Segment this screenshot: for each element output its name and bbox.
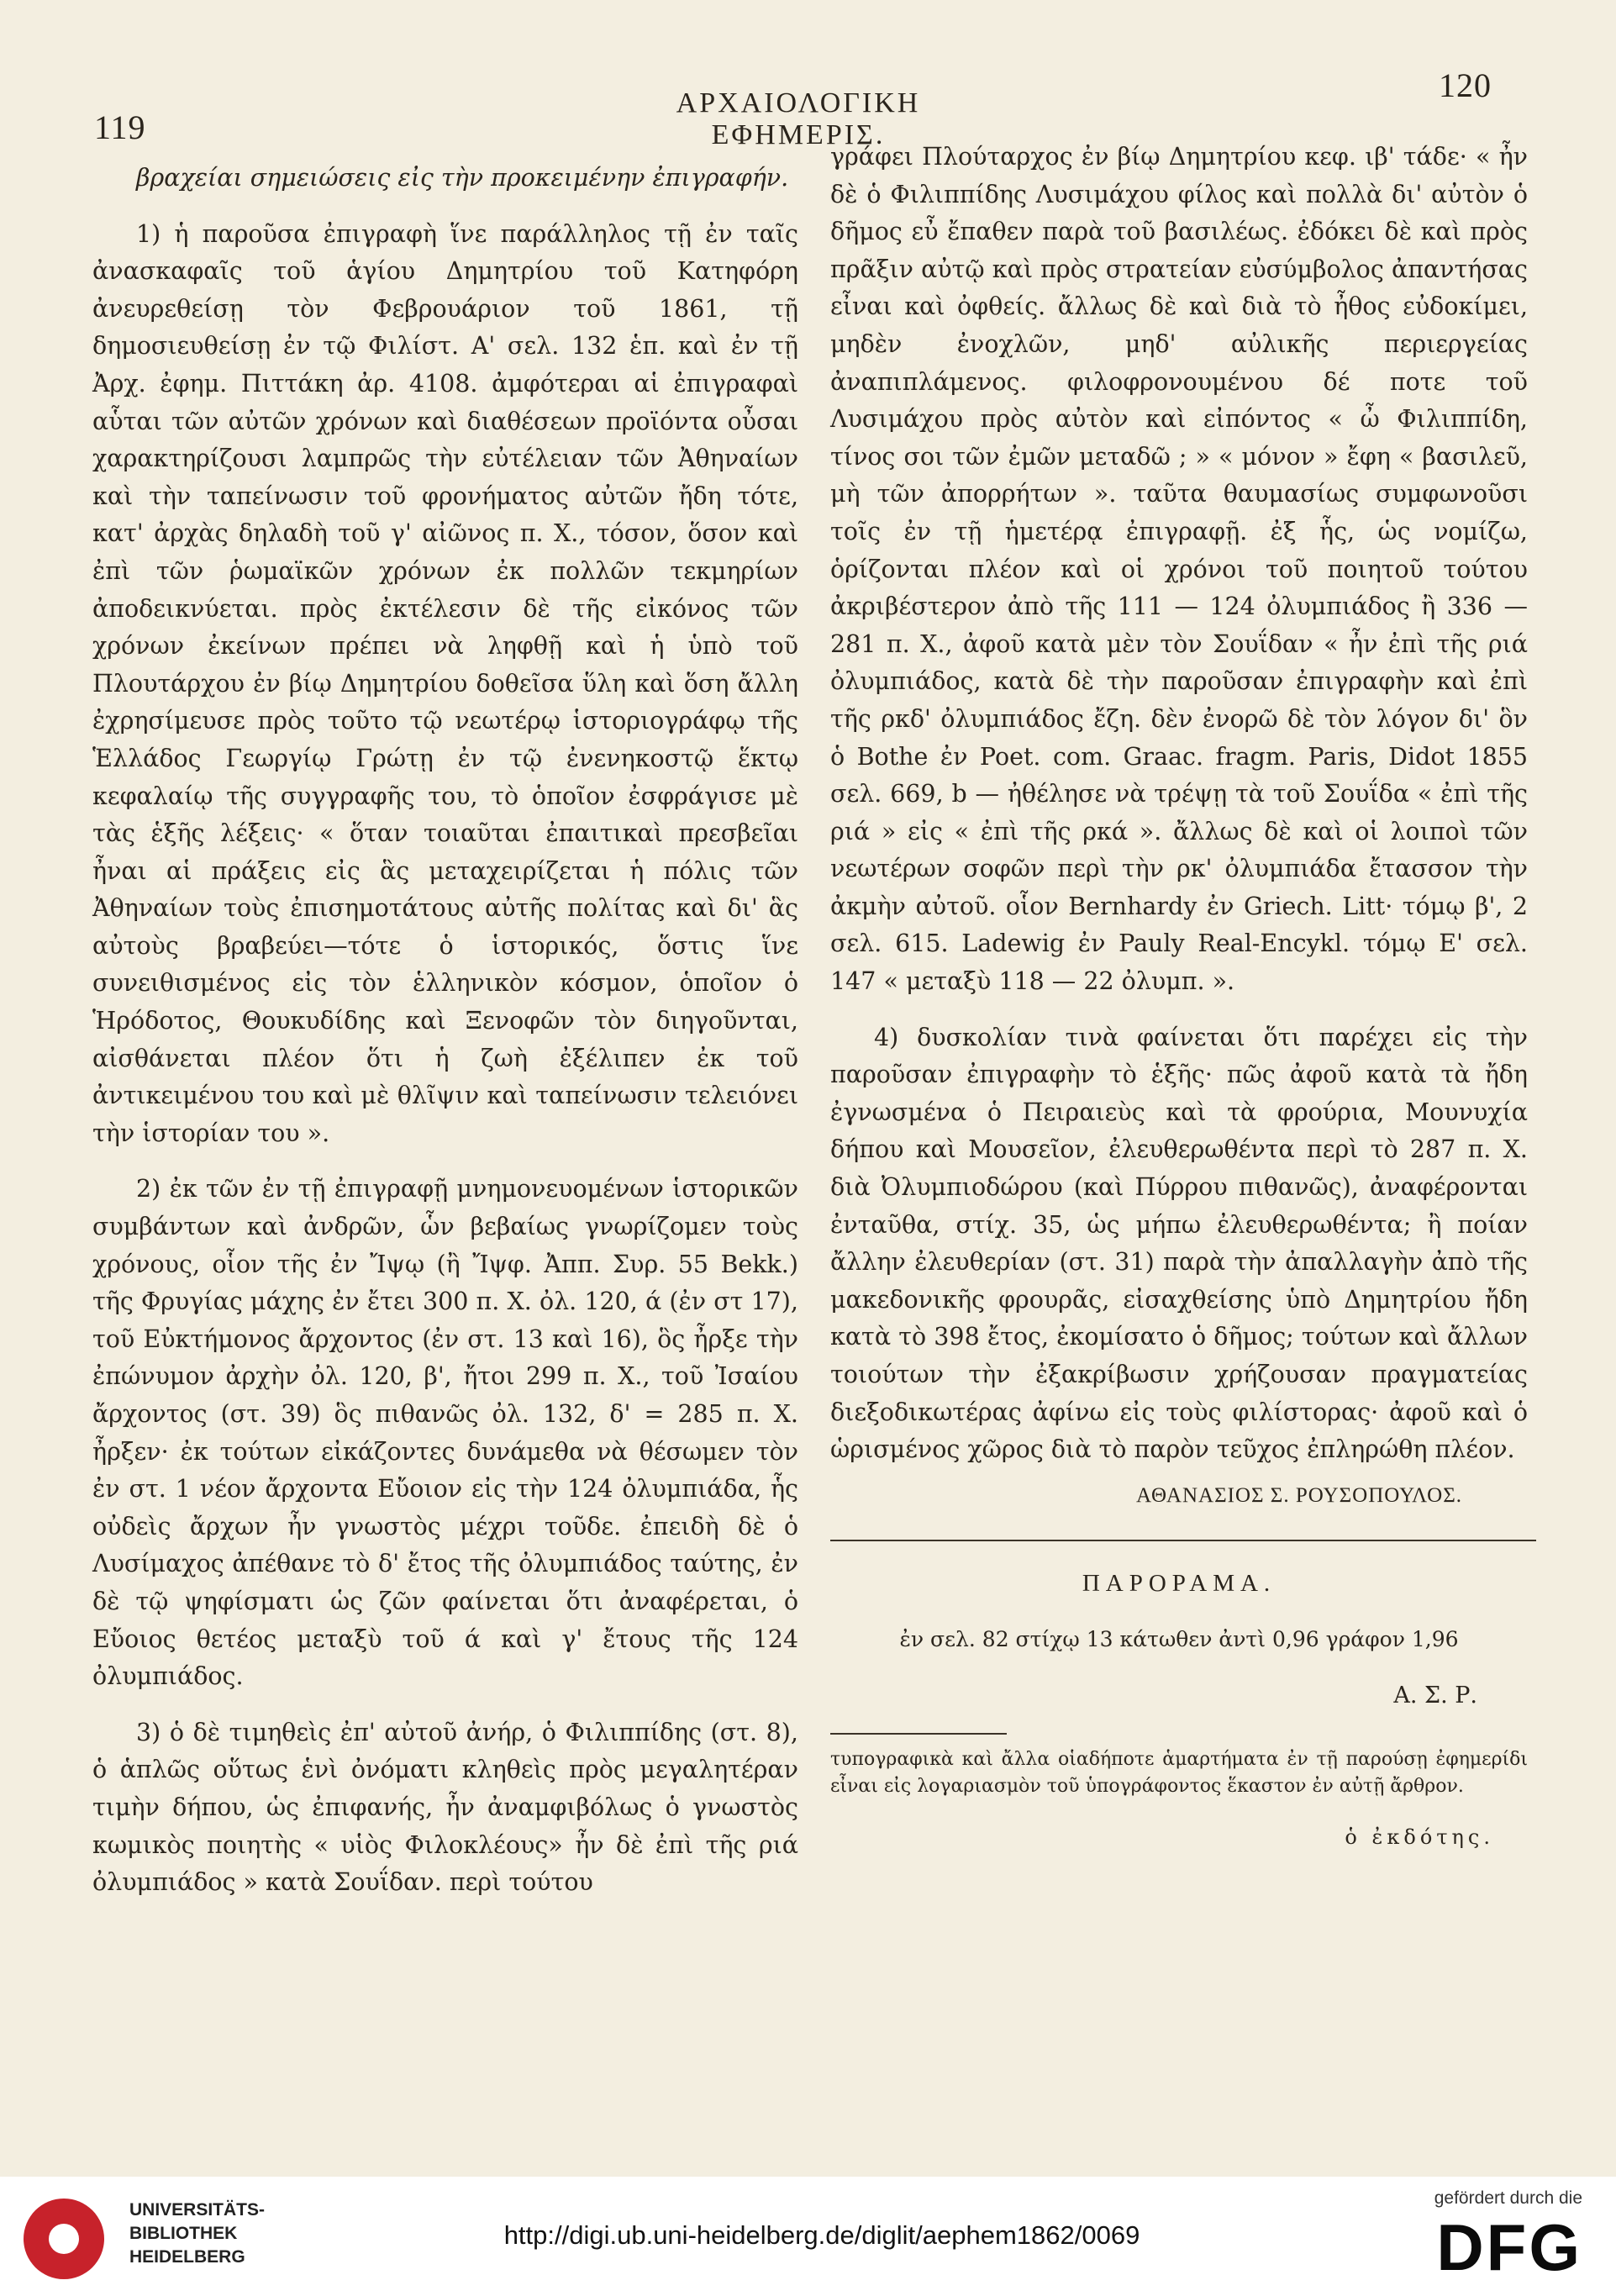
- paragraph-1: 1) ἡ παροῦσα ἐπιγραφὴ ἵνε παράλληλος τῇ ἐν ταῖς ἀνασκαφαῖς τοῦ ἁγίου Δημητρίου τοῦ Κατηφόρη ἀνευρεθείσῃ τὸν Φεβρουάριον τοῦ 1861, τῇ δημοσιευθείσῃ ἐν τῷ Φιλίστ. Α' σελ. 132 ἑπ. καὶ ἐν τῇ Ἀρχ. ἐφημ. Πιττάκη ἀρ. 4108. ἀμφότεραι αἱ ἐπιγραφαὶ αὗται τῶν αὐτῶν χρόνων καὶ διαθέσεων προϊόντα οὖσαι χαρακτηρίζουσι λαμπρῶς τὴν εὐτέλειαν τῶν Ἀθηναίων καὶ τὴν ταπείνωσιν τοῦ φρονήματος αὐτῶν ἤδη τότε, κατ' ἀρχὰς δηλαδὴ τοῦ γ' αἰῶνος π. Χ., τόσον, ὅσον καὶ ἐπὶ τῶν ῥωμαϊκῶν χρόνων ἐκ πολλῶν τεκμηρίων ἀποδεικνύεται. πρὸς ἐκτέλεσιν δὲ τῆς εἰκόνος τῶν χρόνων ἐκείνων πρέπει νὰ ληφθῇ καὶ ἡ ὑπὸ τοῦ Πλουτάρχου ἐν βίῳ Δημητρίου δοθεῖσα ὕλη καὶ ὅση ἄλλη ἐχρησίμευσε πρὸς τοῦτο τῷ νεωτέρῳ ἱστοριογράφῳ τῆς Ἑλλάδος Γεωργίῳ Γρώτῃ ἐν τῷ ἐνενηκοστῷ ἕκτῳ κεφαλαίῳ τῆς συγγραφῆς του, τὸ ὁποῖον ἐσφράγισε μὲ τὰς ἑξῆς λέξεις· « ὅταν τοιαῦται ἐπαιτικαὶ πρεσβεῖαι ἦναι αἱ πράξεις εἰς ἃς μεταχειρίζεται ἡ πόλις τῶν Ἀθηναίων τοὺς ἐπισημοτάτους αὐτῆς πολίτας καὶ δι' ἃς αὐτοὺς βραβεύει—τότε ὁ ἱστορικός, ὅστις ἵνε συνειθισμένος εἰς τὸν ἑλληνικὸν κόσμον, ὁποῖον ὁ Ἡρόδοτος, Θουκυδίδης καὶ Ξενοφῶν τὸν διηγοῦνται, αἰσθάνεται πλέον ὅτι ἡ ζωὴ ἐξέλιπεν ἐκ τοῦ ἀντικειμένου του καὶ μὲ θλῖψιν καὶ ταπείνωσιν τελειόνει τὴν ἱστορίαν του ».: [92, 219, 798, 1147]
- funded-by-label: gefördert durch die: [1434, 2188, 1582, 2208]
- publisher-note: τυπογραφικὰ καὶ ἄλλα οἱαδήποτε ἁμαρτήματα ἐν τῇ παρούσῃ ἐφημερίδι εἶναι εἰς λογαριασμὸν τοῦ ὑπογράφοντος ἕκαστον ἐν αὐτῇ ἄρθρον.: [830, 1749, 1528, 1798]
- source-url-link[interactable]: http://digi.ub.uni-heidelberg.de/diglit/aephem1862/0069: [503, 2220, 1140, 2250]
- page-number-right: 120: [1439, 66, 1492, 104]
- publisher-signature: ὁ ἐκδότης.: [1345, 1825, 1494, 1850]
- library-name-line-3: HEIDELBERG: [129, 2247, 245, 2267]
- paragraph-3: 3) ὁ δὲ τιμηθεὶς ἐπ' αὐτοῦ ἀνήρ, ὁ Φιλιππίδης (στ. 8), ὁ ἁπλῶς οὕτως ἑνὶ ὀνόματι κληθεὶς πρὸς μεγαλητέραν τιμὴν δήπου, ὡς ἐπιφανής, ἦν ἀναμφιβόλως ὁ γνωστὸς κωμικὸς ποιητὴς « υἱὸς Φιλοκλέους» ἦν δὲ ἐπὶ τῆς ριά ὀλυμπιάδος » κατὰ Σουΐδαν. περὶ τούτου: [92, 1718, 798, 1897]
- author-signature: ΑΘΑΝΑΣΙΟΣ Σ. ΡΟΥΣΟΠΟΥΛΟΣ.: [1136, 1483, 1462, 1507]
- dfg-logo: DFG: [1436, 2210, 1582, 2284]
- running-title: ΑΡΧΑΙΟΛΟΓΙΚΗ ΕΦΗΜΕΡΙΣ.: [676, 87, 921, 150]
- intro-line: βραχείαι σημειώσεις εἰς τὴν προκειμένην ἐπιγραφήν.: [136, 164, 789, 192]
- library-name-line-1: UNIVERSITÄTS-: [129, 2200, 266, 2220]
- paragraph-4: 4) δυσκολίαν τινὰ φαίνεται ὅτι παρέχει εἰς τὴν παροῦσαν ἐπιγραφὴν τὸ ἑξῆς· πῶς ἀφοῦ κατὰ τὰ ἤδη ἐγνωσμένα ὁ Πειραιεὺς καὶ τὰ φρούρια, Μουνυχία δήπου καὶ Μουσεῖον, ἐλευθερωθέντα περὶ τὸ 287 π. Χ. διὰ Ὀλυμπιοδώρου (καὶ Πύρρου πιθανῶς), ἀναφέρονται ἐνταῦθα, στίχ. 35, ὡς μήπω ἐλευθερωθέντα; ἢ ποίαν ἄλλην ἐλευθερίαν (στ. 31) παρὰ τὴν ἀπαλλαγὴν ἀπὸ τῆς μακεδονικῆς φρουρᾶς, εἰσαχθείσης ὑπὸ Δημητρίου ἤδη κατὰ τὸ 398 ἔτος, ἐκομίσατο ὁ δῆμος; τούτων καὶ ἄλλων τοιούτων τὴν ἐξακρίβωσιν χρήζουσαν πραγματείας διεξοδικωτέρας ἀφίνω εἰς τοὺς φιλίστορας· ἀφοῦ καὶ ὁ ὡρισμένος χῶρος διὰ τὸ παρὸν τεῦχος ἐπληρώθη πλέον.: [830, 1023, 1528, 1464]
- library-name: [129, 2199, 265, 2269]
- page-number-left: 119: [94, 108, 146, 146]
- paragraph-3-continued: γράφει Πλούταρχος ἐν βίῳ Δημητρίου κεφ. ιβ' τάδε· « ἦν δὲ ὁ Φιλιππίδης Λυσιμάχου φίλος καὶ πολλὰ δι' αὐτὸν ὁ δῆμος εὖ ἔπαθεν παρὰ τοῦ βασιλέως. ἐδόκει δὲ καὶ πρὸς πρᾶξιν αὐτῷ καὶ πρὸς στρατείαν εὐσύμβολος ἀπαντήσας εἶναι καὶ ὀφθείς. ἄλλως δὲ καὶ διὰ τὸ ἦθος εὐδοκίμει, μηδὲν ἐνοχλῶν, μηδ' αὐλικῆς περιεργείας ἀναπιπλάμενος. φιλοφρονουμένου δέ ποτε τοῦ Λυσιμάχου πρὸς αὐτὸν καὶ εἰπόντος « ὦ Φιλιππίδη, τίνος σοι τῶν ἐμῶν μεταδῶ ; » « μόνον » ἔφη « βασιλεῦ, μὴ τῶν ἀπορρήτων ». ταῦτα θαυμασίως συμφωνοῦσι τοῖς ἐν τῇ ἡμετέρᾳ ἐπιγραφῇ. ἐξ ἧς, ὡς νομίζω, ὁρίζονται πλέον καὶ οἱ χρόνοι τοῦ ποιητοῦ τούτου ἀκριβέστερον ἀπὸ τῆς 111 — 124 ὀλυμπιάδος ἢ 336 — 281 π. Χ., ἀφοῦ κατὰ μὲν τὸν Σουΐδαν « ἦν ἐπὶ τῆς ριά ὀλυμπιάδος, κατὰ δὲ τὴν παροῦσαν ἐπιγραφὴν καὶ ἐπὶ τῆς ρκδ' ὀλυμπιάδος ἔζη. δὲν ἐνορῶ δὲ τὸν λόγον δι' ὃν ὁ Bothe ἐν Poet. com. Graac. fragm. Paris, Didot 1855 σελ. 669, b — ἠθέλησε νὰ τρέψῃ τὰ τοῦ Σουΐδα « ἐπὶ τῆς ριά » εἰς « ἐπὶ τῆς ρκά ». ἄλλως δὲ καὶ οἱ λοιποὶ τῶν νεωτέρων σοφῶν περὶ τὴν ρκ' ὀλυμπιάδα ἔτασσον τὴν ἀκμὴν αὐτοῦ. οἷον Bernhardy ἐν Griech. Litt· τόμῳ β', 2 σελ. 615. Ladewig ἐν Pauly Real-Encykl. τόμῳ Ε' σελ. 147 « μεταξὺ 118 — 22 ὀλυμπ. ».: [830, 143, 1528, 996]
- library-name-line-2: BIBLIOTHEK: [129, 2224, 238, 2243]
- university-seal-icon: [24, 2199, 104, 2279]
- errata-line: ἐν σελ. 82 στίχῳ 13 κάτωθεν ἀντὶ 0,96 γράφον 1,96: [899, 1626, 1459, 1651]
- right-column: [830, 139, 1528, 1856]
- left-column: [92, 160, 798, 1902]
- errata-initials: Α. Σ. Ρ.: [1393, 1682, 1477, 1709]
- note-divider: [830, 1733, 1007, 1735]
- digitization-footer: [0, 2177, 1616, 2296]
- library-branding: [24, 2199, 265, 2279]
- section-divider: [830, 1540, 1536, 1541]
- errata-title: ΠΑΡΟΡΑΜΑ.: [1082, 1570, 1276, 1598]
- paragraph-2: 2) ἐκ τῶν ἐν τῇ ἐπιγραφῇ μνημονευομένων ἱστορικῶν συμβάντων καὶ ἀνδρῶν, ὧν βεβαίως γνωρίζομεν τοὺς χρόνους, οἷον τῆς ἐν Ἴψῳ (ἢ Ἴψφ. Ἀππ. Συρ. 55 Bekk.) τῆς Φρυγίας μάχης ἐν ἔτει 300 π. Χ. ὀλ. 120, ά (ἐν στ 17), τοῦ Εὐκτήμονος ἄρχοντος (ἐν στ. 13 καὶ 16), ὃς ἦρξε τὴν ἐπώνυμον ἀρχὴν ὀλ. 120, β', ἤτοι 299 π. Χ., τοῦ Ἰσαίου ἄρχοντος (στ. 39) ὃς πιθανῶς ὀλ. 132, δ' = 285 π. Χ. ἦρξεν· ἐκ τούτων εἰκάζοντες δυνάμεθα νὰ θέσωμεν τὸν ἐν στ. 1 νέον ἄρχοντα Εὔοιον εἰς τὴν 124 ὀλυμπιάδα, ἧς οὐδεὶς ἄρχων ἦν γνωστὸς μέχρι τοῦδε. ἐπειδὴ δὲ ὁ Λυσίμαχος ἀπέθανε τὸ δ' ἔτος τῆς ὀλυμπιάδος ταύτης, ἐν δὲ τῷ ψηφίσματι ὡς ζῶν φαίνεται ὅτι ἀναφέρεται, ὁ Εὔοιος θετέος μεταξὺ τοῦ ά καὶ γ' ἔτους τῆς 124 ὀλυμπιάδος.: [92, 1175, 798, 1691]
